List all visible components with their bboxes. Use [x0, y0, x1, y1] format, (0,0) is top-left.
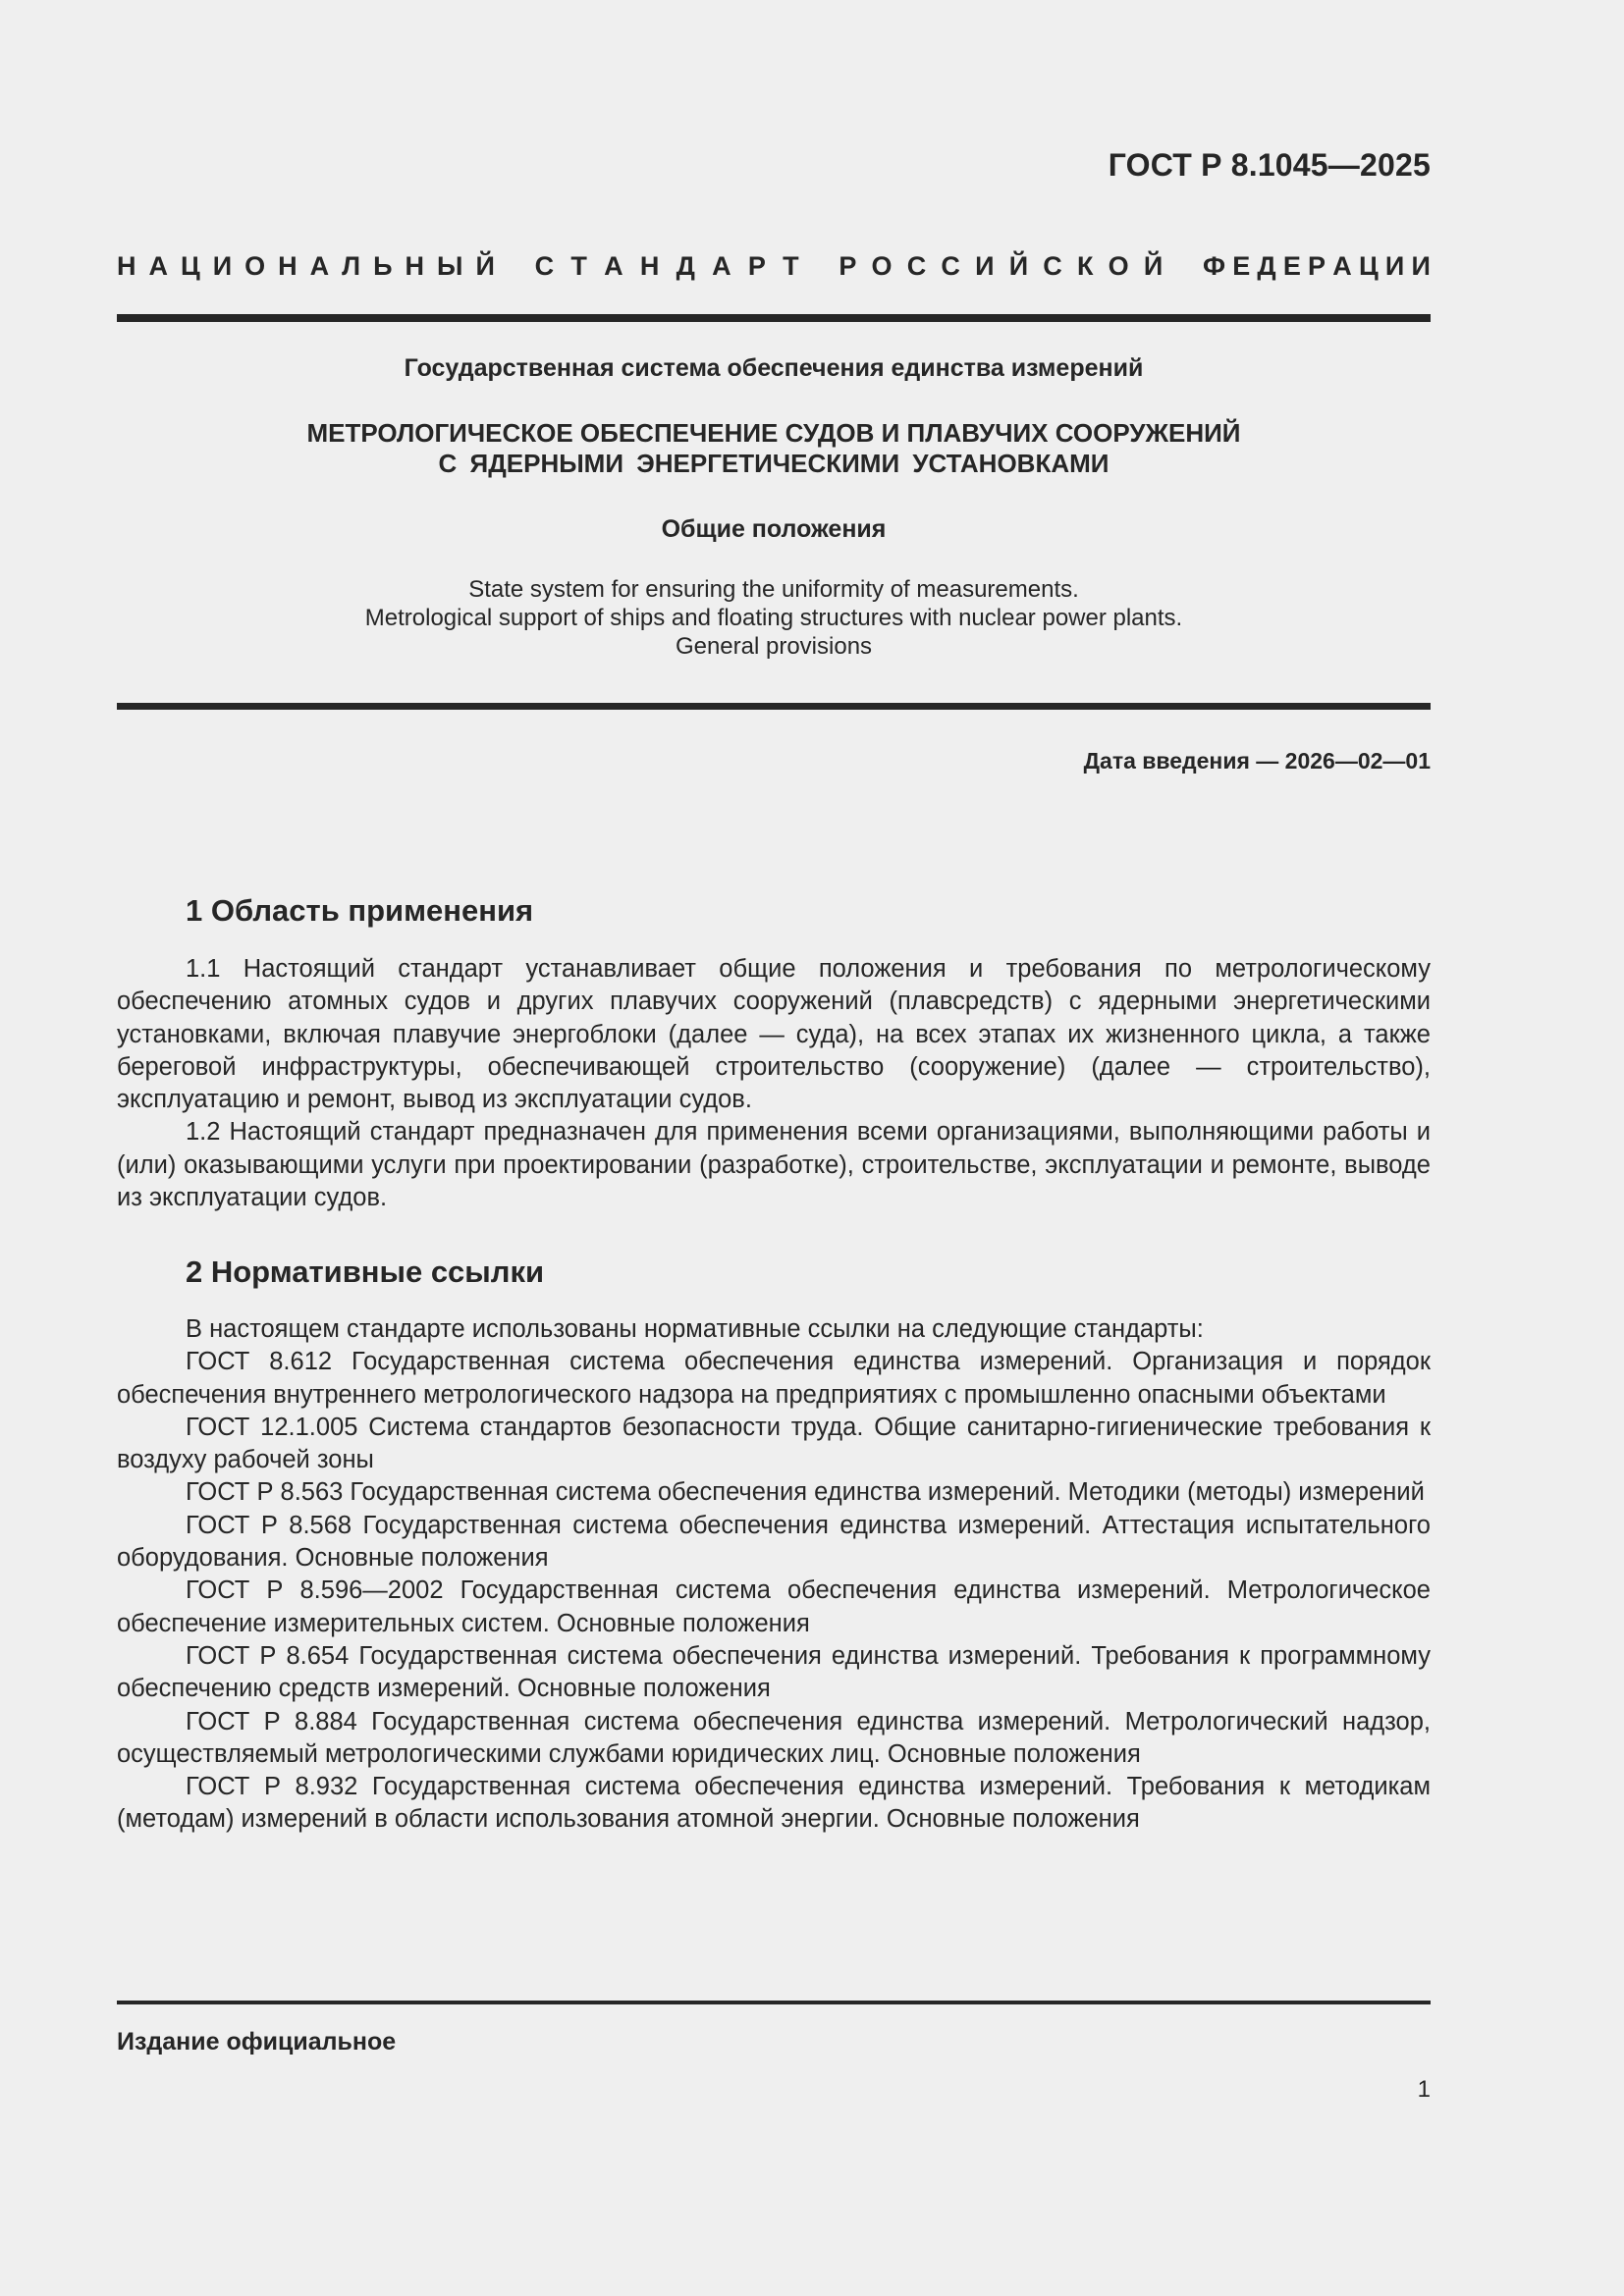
paragraph: В настоящем стандарте использованы нормативные ссылки на следующие стандарты:: [186, 1315, 1204, 1343]
introduction-date: Дата введения — 2026—02—01: [1083, 748, 1431, 774]
english-title-line: General provisions: [675, 633, 873, 660]
footer-rule: [117, 2001, 1431, 2004]
reference-item: ГОСТ Р 8.568 Государственная система обеспечения единства измерений. Аттестация испытательного оборудования. Основные положения: [117, 1511, 1431, 1573]
reference-item: ГОСТ Р 8.563 Государственная система обеспечения единства измерений. Методики (методы) измерений: [186, 1478, 1425, 1507]
page-number: 1: [1417, 2076, 1431, 2103]
paragraph: 1.1 Настоящий стандарт устанавливает общие положения и требования по метрологическому обеспечению атомных судов и других плавучих сооружений (плавсредств) с ядерными энергетическими установками, включая плавучие энергоблоки (далее — суда), на всех этапах их жизненного цикла, а также береговой инфраструктуры, обеспечивающей строительство (сооружение) (далее — строительство), эксплуатацию и ремонт, вывод из эксплуатации судов.: [117, 955, 1431, 1114]
section-body-references: [117, 1313, 1431, 1837]
banner-word: Н А Ц И О Н А Л Ь Н Ы Й: [117, 251, 495, 281]
banner-word: С Т А Н Д А Р Т: [534, 251, 799, 281]
reference-item: ГОСТ Р 8.884 Государственная система обеспечения единства измерений. Метрологический надзор, осуществляемый метрологическими службами юридических лиц. Основные положения: [117, 1707, 1431, 1768]
reference-item: ГОСТ Р 8.932 Государственная система обеспечения единства измерений. Требования к методикам (методам) измерений в области использования атомной энергии. Основные положения: [117, 1773, 1431, 1834]
section-heading-references: 2 Нормативные ссылки: [186, 1255, 545, 1289]
official-edition-label: Издание официальное: [117, 2028, 397, 2056]
system-title: Государственная система обеспечения единства измерений: [404, 354, 1144, 382]
reference-item: ГОСТ Р 8.596—2002 Государственная система обеспечения единства измерений. Метрологическое обеспечение измерительных систем. Основные положения: [117, 1576, 1431, 1637]
english-title-line: Metrological support of ships and floating structures with nuclear power plants.: [364, 605, 1183, 631]
paragraph: 1.2 Настоящий стандарт предназначен для применения всеми организациями, выполняющими работы и (или) оказывающими услуги при проектировании (разработке), строительстве, эксплуатации и ремонте, выводе из эксплуатации судов.: [117, 1118, 1431, 1212]
reference-item: ГОСТ Р 8.654 Государственная система обеспечения единства измерений. Требования к программному обеспечению средств измерений. Основные положения: [117, 1641, 1431, 1703]
reference-item: ГОСТ 8.612 Государственная система обеспечения единства измерений. Организация и порядок обеспечения внутреннего метрологического надзора на предприятиях с промышленно опасными объектами: [117, 1348, 1431, 1409]
document-page: [117, 0, 1431, 2296]
top-rule: [117, 314, 1431, 322]
reference-item: ГОСТ 12.1.005 Система стандартов безопасности труда. Общие санитарно-гигиенические требования к воздуху рабочей зоны: [117, 1413, 1431, 1474]
english-title-line: State system for ensuring the uniformity of measurements.: [468, 576, 1079, 603]
banner-word: Р О С С И Й С К О Й: [839, 251, 1164, 281]
main-title-line: С ЯДЕРНЫМИ ЭНЕРГЕТИЧЕСКИМИ УСТАНОВКАМИ: [438, 449, 1110, 478]
main-title-line: МЕТРОЛОГИЧЕСКОЕ ОБЕСПЕЧЕНИЕ СУДОВ И ПЛАВУЧИХ СООРУЖЕНИЙ: [306, 418, 1241, 448]
title-bottom-rule: [117, 703, 1431, 710]
national-standard-banner: [117, 251, 1431, 282]
banner-word: Ф Е Д Е Р А Ц И И: [1202, 251, 1431, 281]
section-heading-scope: 1 Область применения: [186, 893, 534, 928]
section-body-scope: [117, 953, 1431, 1214]
subtitle: Общие положения: [661, 515, 887, 543]
main-title: [117, 418, 1431, 479]
english-title: [117, 575, 1431, 661]
document-number: ГОСТ Р 8.1045—2025: [1108, 147, 1431, 183]
